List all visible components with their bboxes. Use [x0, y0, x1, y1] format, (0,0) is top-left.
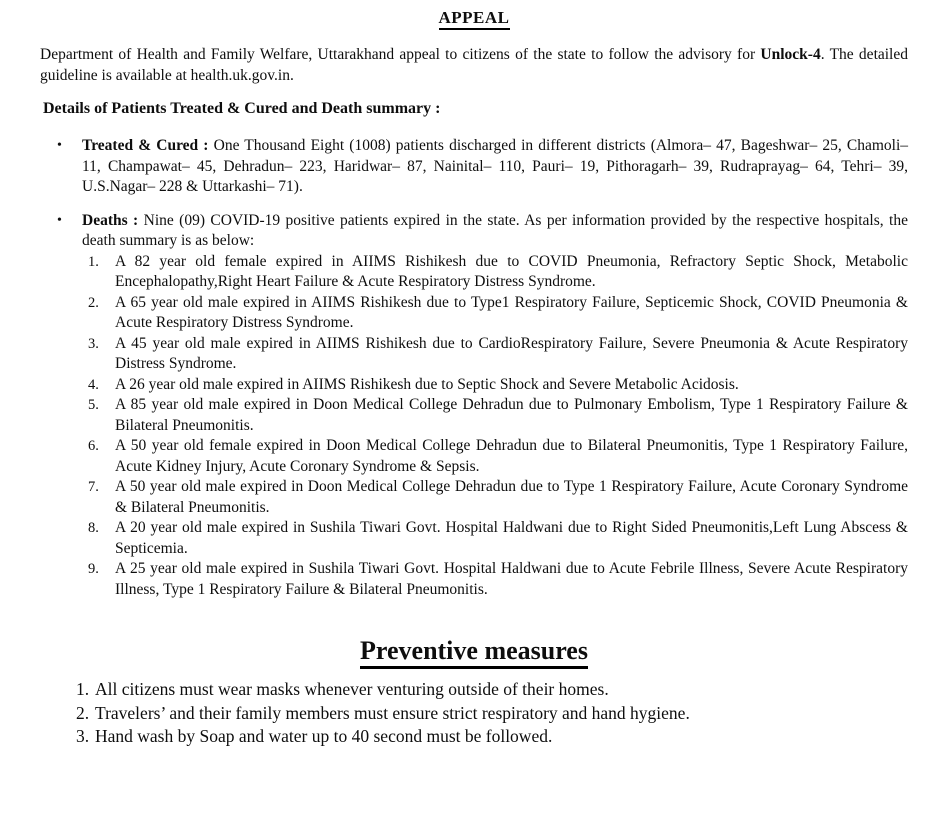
preventive-item-text: All citizens must wear masks whenever venturing outside of their homes. [95, 679, 609, 699]
death-list-item [40, 375, 908, 396]
treated-cured-label: Treated & Cured : [82, 137, 209, 154]
death-summary-list [40, 252, 908, 601]
list-number: 3. [76, 726, 90, 746]
deaths-bullet [40, 211, 908, 252]
preventive-list-item [76, 725, 908, 749]
deaths-body: Nine (09) COVID-19 positive patients expired in the state. As per information provided by the respective hospitals, the death summary is as below: [82, 211, 908, 249]
preventive-measures-heading [40, 633, 908, 669]
death-list-item [40, 252, 908, 293]
bullet-icon: • [57, 212, 62, 228]
death-item-text: A 85 year old male expired in Doon Medical College Dehradun due to Pulmonary Embolism, Type 1 Respiratory Failure & Bilateral Pneumonitis. [115, 396, 908, 434]
preventive-list-item [76, 678, 908, 702]
death-item-text: A 50 year old female expired in Doon Medical College Dehradun due to Bilateral Pneumonitis, Type 1 Respiratory Failure, Acute Kidney Injury, Acute Coronary Syndrome & Sepsis. [115, 437, 908, 475]
list-number: 9. [88, 561, 99, 577]
intro-paragraph [40, 45, 908, 86]
list-number: 4. [88, 376, 99, 393]
appeal-title-text: APPEAL [439, 8, 510, 30]
treated-cured-bullet [40, 136, 908, 198]
death-list-item [40, 334, 908, 375]
death-list-item [40, 395, 908, 436]
appeal-title [40, 7, 908, 29]
preventive-measures-heading-text: Preventive measures [360, 636, 588, 669]
deaths-text [82, 211, 908, 252]
list-number: 8. [88, 520, 99, 536]
bullet-icon: • [57, 138, 62, 153]
preventive-list-item [76, 702, 908, 726]
list-number: 3. [88, 335, 99, 352]
death-list-item [40, 477, 908, 518]
preventive-item-text: Travelers’ and their family members must ensure strict respiratory and hand hygiene. [95, 702, 690, 723]
death-list-item [40, 559, 908, 600]
details-heading: Details of Patients Treated & Cured and Death summary : [43, 100, 441, 117]
list-number: 1. [76, 679, 90, 699]
death-item-text: A 20 year old male expired in Sushila Tiwari Govt. Hospital Haldwani due to Right Sided Pneumonitis,Left Lung Abscess & Septicemia. [115, 519, 908, 557]
death-item-text: A 50 year old male expired in Doon Medical College Dehradun due to Type 1 Respiratory Failure, Acute Coronary Syndrome & Bilateral Pneumonitis. [115, 478, 908, 516]
death-item-text: A 25 year old male expired in Sushila Tiwari Govt. Hospital Haldwani due to Acute Febrile Illness, Severe Acute Respiratory Illness, Type 1 Respiratory Failure & Bilateral Pneumonitis. [115, 560, 908, 598]
death-item-text: A 82 year old female expired in AIIMS Rishikesh due to COVID Pneumonia, Refractory Septic Shock, Metabolic Encephalopathy,Right Heart Failure & Acute Respiratory Distress Syndrome. [115, 252, 908, 290]
list-number: 2. [88, 294, 99, 311]
death-list-item [40, 293, 908, 334]
list-number: 2. [76, 702, 90, 723]
preventive-item-text: Hand wash by Soap and water up to 40 second must be followed. [95, 726, 553, 746]
death-item-text: A 65 year old male expired in AIIMS Rishikesh due to Type1 Respiratory Failure, Septicemic Shock, COVID Pneumonia & Acute Respiratory Distress Syndrome. [115, 293, 908, 331]
list-number: 5. [88, 397, 99, 413]
intro-part2: . The detailed guideline is available at health.uk.gov.in. [40, 46, 908, 84]
list-number: 6. [88, 438, 99, 454]
death-item-text: A 26 year old male expired in AIIMS Rishikesh due to Septic Shock and Severe Metabolic Acidosis. [115, 375, 739, 393]
death-list-item [40, 436, 908, 477]
list-number: 7. [88, 479, 99, 495]
intro-part1: Department of Health and Family Welfare, Uttarakhand appeal to citizens of the state to follow the advisory for [40, 46, 761, 63]
treated-cured-text [82, 136, 908, 198]
preventive-measures-list [76, 678, 908, 749]
death-item-text: A 45 year old male expired in AIIMS Rishikesh due to CardioRespiratory Failure, Severe Pneumonia & Acute Respiratory Distress Syndrome. [115, 334, 908, 372]
treated-cured-body: One Thousand Eight (1008) patients discharged in different districts (Almora– 47, Bageshwar– 25, Chamoli– 11, Champawat– 45, Dehradun– 223, Haridwar– 87, Nainital– 110, Pauri– 19, Pithoragarh– 39, Rudraprayag– 64, Tehri– 39, U.S.Nagar– 228 & Uttarkashi– 71). [82, 137, 908, 195]
list-number: 1. [88, 253, 99, 270]
deaths-label: Deaths : [82, 211, 139, 229]
intro-bold-unlock4: Unlock-4 [760, 46, 821, 63]
death-list-item [40, 518, 908, 559]
